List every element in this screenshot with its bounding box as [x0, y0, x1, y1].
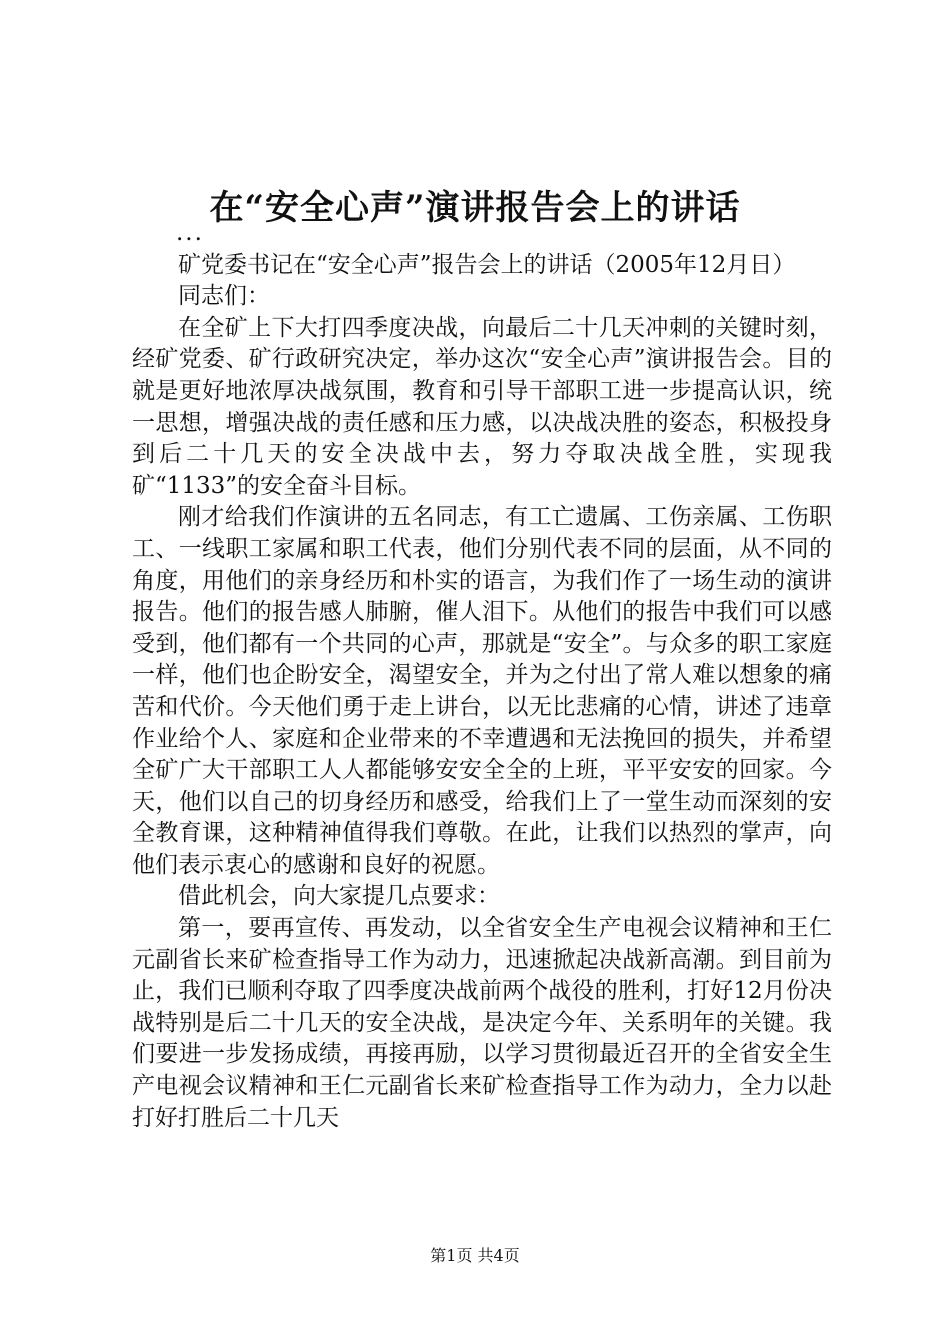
- document-title: 在“安全心声”演讲报告会上的讲话: [209, 188, 741, 228]
- subtitle-paragraph: 矿党委书记在“安全心声”报告会上的讲话（2005年12月日）: [178, 251, 796, 278]
- body-paragraph-1: 在全矿上下大打四季度决战，向最后二十几天冲刺的关键时刻，经矿党委、矿行政研究决定，举办这次“安全心声”演讲报告会。目的就是更好地浓厚决战氛围，教育和引导干部职工进一步提高认识，统一思想，增强决战的责任感和压力感，以决战决胜的姿态，积极投身到后二十几天的安全决战中去，努力夺取决战全胜，实现我矿“1133”的安全奋斗目标。: [132, 314, 832, 499]
- salutation-paragraph: 同志们：: [178, 283, 270, 310]
- page-footer: 第1页 共4页: [430, 1246, 520, 1265]
- body-paragraph-2: 刚才给我们作演讲的五名同志，有工亡遗属、工伤亲属、工伤职工、一线职工家属和职工代表，他们分别代表不同的层面，从不同的角度，用他们的亲身经历和朴实的语言，为我们作了一场生动的演讲报告。他们的报告感人肺腑，催人泪下。从他们的报告中我们可以感受到，他们都有一个共同的心声，那就是“安全”。与众多的职工家庭一样，他们也企盼安全，渴望安全，并为之付出了常人难以想象的痛苦和代价。今天他们勇于走上讲台，以无比悲痛的心情，讲述了违章作业给个人、家庭和企业带来的不幸遭遇和无法挽回的损失，并希望全矿广大干部职工人人都能够安安全全的上班，平平安安的回家。今天，他们以自己的切身经历和感受，给我们上了一堂生动而深刻的安全教育课，这种精神值得我们尊敬。在此，让我们以热烈的掌声，向他们表示衷心的感谢和良好的祝愿。: [132, 504, 832, 878]
- ellipsis-line: ...: [176, 220, 204, 246]
- body-paragraph-4: 第一，要再宣传、再发动，以全省安全生产电视会议精神和王仁元副省长来矿检查指导工作为动力，迅速掀起决战新高潮。到目前为止，我们已顺利夺取了四季度决战前两个战役的胜利，打好12月份决战特别是后二十几天的安全决战，是决定今年、关系明年的关键。我们要进一步发扬成绩，再接再励，以学习贯彻最近召开的全省安全生产电视会议精神和王仁元副省长来矿检查指导工作为动力，全力以赴打好打胜后二十几天: [132, 915, 832, 1131]
- body-paragraph-3: 借此机会，向大家提几点要求：: [178, 883, 500, 910]
- document-body: [132, 218, 832, 1134]
